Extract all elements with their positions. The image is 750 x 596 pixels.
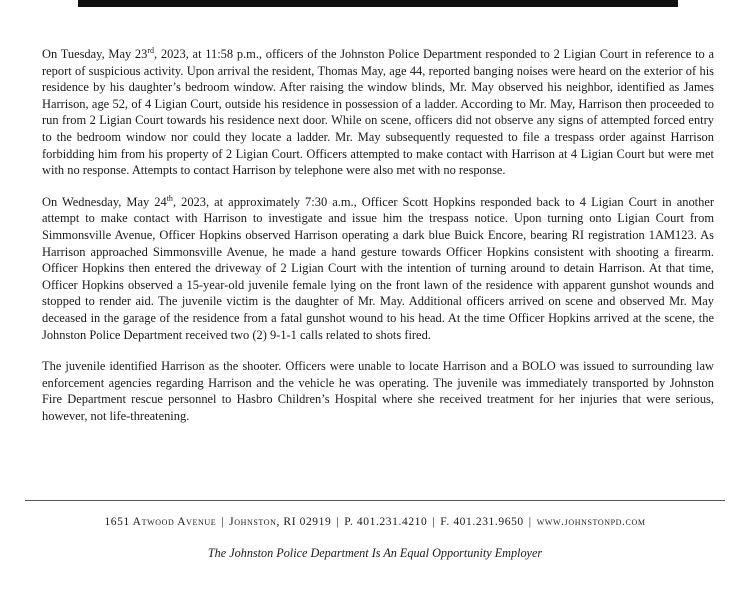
footer-fax: F. 401.231.9650 [440,516,524,528]
footer-divider [25,500,725,501]
paragraph-1-date-text: On Tuesday, May 23 [42,47,148,61]
header-divider [78,0,678,7]
equal-opportunity-statement: The Johnston Police Department Is An Equal Opportunity Employer [207,546,543,560]
paragraph-3: The juvenile identified Harrison as the shooter. Officers were unable to locate Harrison and a BOLO was issued to surrounding law enforcement agencies regarding Harrison and the vehicle he was operating. The juvenile was immediately transported by Johnston Fire Department rescue personnel to Hasbro Children’s Hospital where she received treatment for her injuries that were serious, however, not life-threatening. [42,359,714,423]
paragraph-2-text: , 2023, at approximately 7:30 a.m., Officer Scott Hopkins responded back to 4 Ligian Court in another attempt to make contact with Harrison to investigate and issue him the trespass notice. Upon turning onto Ligian Court from Simmonsville Avenue, Officer Hopkins observed Harrison operating a dark blue Buick Encore, bearing RI registration 1AM123. As Harrison approached Simmonsville Avenue, he made a hand gesture towards Officer Hopkins consistent with shooting a firearm. Officer Hopkins then entered the driveway of 2 Ligian Court with the intention of turning around to detain Harrison. At that time, Officer Hopkins observed a 15-year-old juvenile female lying on the front lawn of the residence with apparent gunshot wounds and stopped to render aid. The juvenile victim is the daughter of Mr. May. Additional officers arrived on scene and observed Mr. May deceased in the garage of the residence from a fatal gunshot wound to his head. At the time Officer Hopkins arrived at the scene, the Johnston Police Department received two (2) 9-1-1 calls related to shots fired. [42,194,714,342]
footer-separator: | [528,516,532,528]
footer-city: Johnston, RI 02919 [229,516,332,528]
footer-phone: P. 401.231.4210 [344,516,428,528]
footer-address: 1651 Atwood Avenue [104,516,217,528]
footer-separator: | [221,516,225,528]
paragraph-1-text: , 2023, at 11:58 p.m., officers of the Johnston Police Department responded to 2 Ligian Court in reference to a report of suspicious activity. Upon arrival the resident, Thomas May, age 44, reported banging noises were heard on the exterior of his residence by his daughter’s bedroom window. After raising the window blinds, Mr. May observed his neighbor, identified as James Harrison, age 52, of 4 Ligian Court, outside his residence in possession of a ladder. According to Mr. May, Harrison then proceeded to run from 2 Ligian Court towards his residence next door. While on scene, officers did not observe any signs of attempted forced entry to the bedroom window nor could they locate a ladder. Mr. May subsequently requested to file a trespass order against Harrison forbidding him from his property of 2 Ligian Court. Officers attempted to make contact with Harrison at 4 Ligian Court but were met with no response. Attempts to contact Harrison by telephone were also met with no response. [42,47,714,178]
paragraph-1-ordinal-suffix: rd [147,45,155,55]
footer-separator: | [432,516,436,528]
footer-website-link[interactable]: www.johnstonpd.com [536,516,646,528]
paragraph-2 [42,194,714,343]
press-release-body [42,46,714,439]
footer-contact-line [0,516,750,528]
paragraph-2-ordinal-suffix: th [166,193,173,203]
paragraph-2-date-text: On Wednesday, May 24 [42,194,167,209]
paragraph-1 [42,46,714,179]
footer-separator: | [336,516,340,528]
